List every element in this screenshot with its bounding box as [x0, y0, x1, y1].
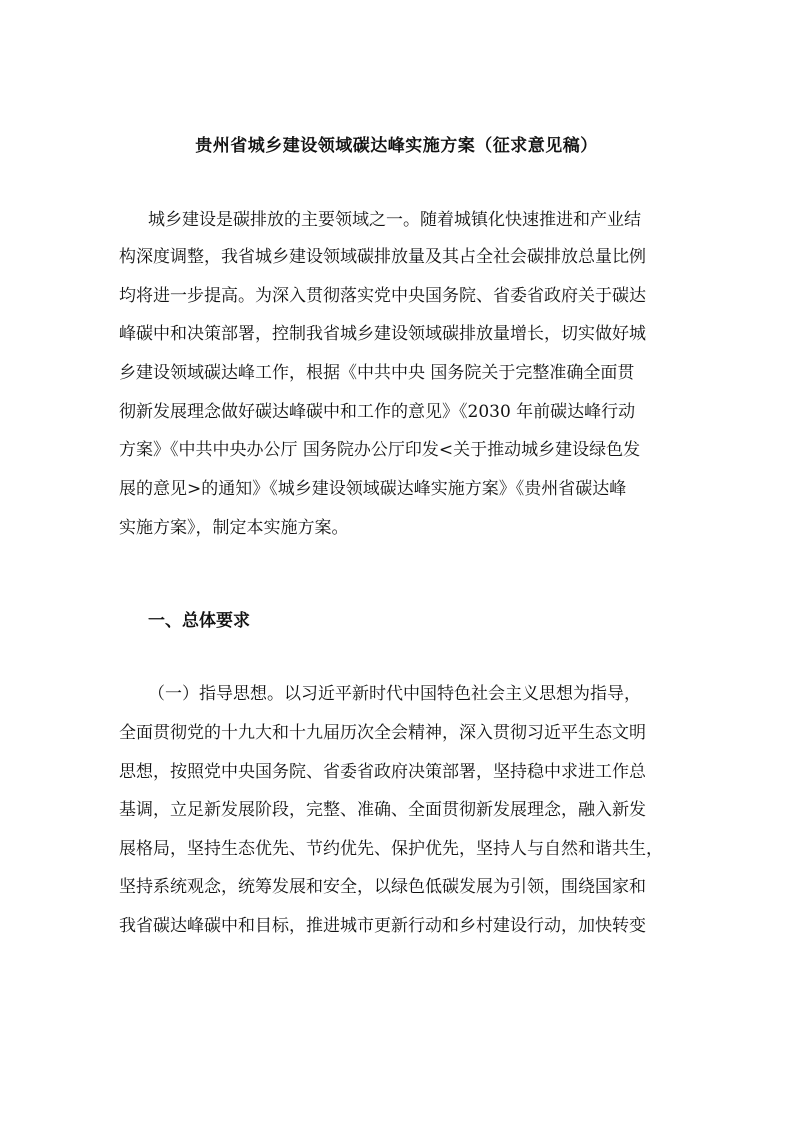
document-title: 贵州省城乡建设领域碳达峰实施方案（征求意见稿）: [195, 136, 598, 156]
section-heading: 一、总体要求: [148, 611, 250, 631]
intro-line: 均将进一步提高。为深入贯彻落实党中央国务院、省委省政府关于碳达: [119, 286, 646, 306]
section-line: 展格局，坚持生态优先、节约优先、保护优先，坚持人与自然和谐共生，: [119, 839, 663, 859]
section-line: 我省碳达峰碳中和目标，推进城市更新行动和乡村建设行动，加快转变: [119, 916, 646, 936]
section-line: 全面贯彻党的十九大和十九届历次全会精神，深入贯彻习近平生态文明: [119, 723, 646, 743]
section-line: （一）指导思想。以习近平新时代中国特色社会主义思想为指导，: [148, 684, 641, 704]
intro-line: 展的意见>的通知》《城乡建设领域碳达峰实施方案》《贵州省碳达峰: [119, 479, 627, 499]
section-line: 基调，立足新发展阶段，完整、准确、全面贯彻新发展理念，融入新发: [119, 800, 646, 820]
intro-line: 彻新发展理念做好碳达峰碳中和工作的意见》《2030 年前碳达峰行动: [119, 402, 636, 422]
section-line: 坚持系统观念，统筹发展和安全，以绿色低碳发展为引领，围绕国家和: [119, 877, 646, 897]
intro-line: 实施方案》，制定本实施方案。: [119, 518, 349, 538]
intro-line: 峰碳中和决策部署，控制我省城乡建设领域碳排放量增长，切实做好城: [119, 324, 646, 344]
intro-line: 构深度调整，我省城乡建设领域碳排放量及其占全社会碳排放总量比例: [119, 247, 646, 267]
intro-line: 城乡建设是碳排放的主要领域之一。随着城镇化快速推进和产业结: [148, 210, 641, 230]
intro-line: 乡建设领域碳达峰工作，根据《中共中央 国务院关于完整准确全面贯: [119, 363, 635, 383]
section-line: 思想，按照党中央国务院、省委省政府决策部署，坚持稳中求进工作总: [119, 762, 646, 782]
intro-line: 方案》《中共中央办公厅 国务院办公厅印发<关于推动城乡建设绿色发: [119, 440, 641, 460]
